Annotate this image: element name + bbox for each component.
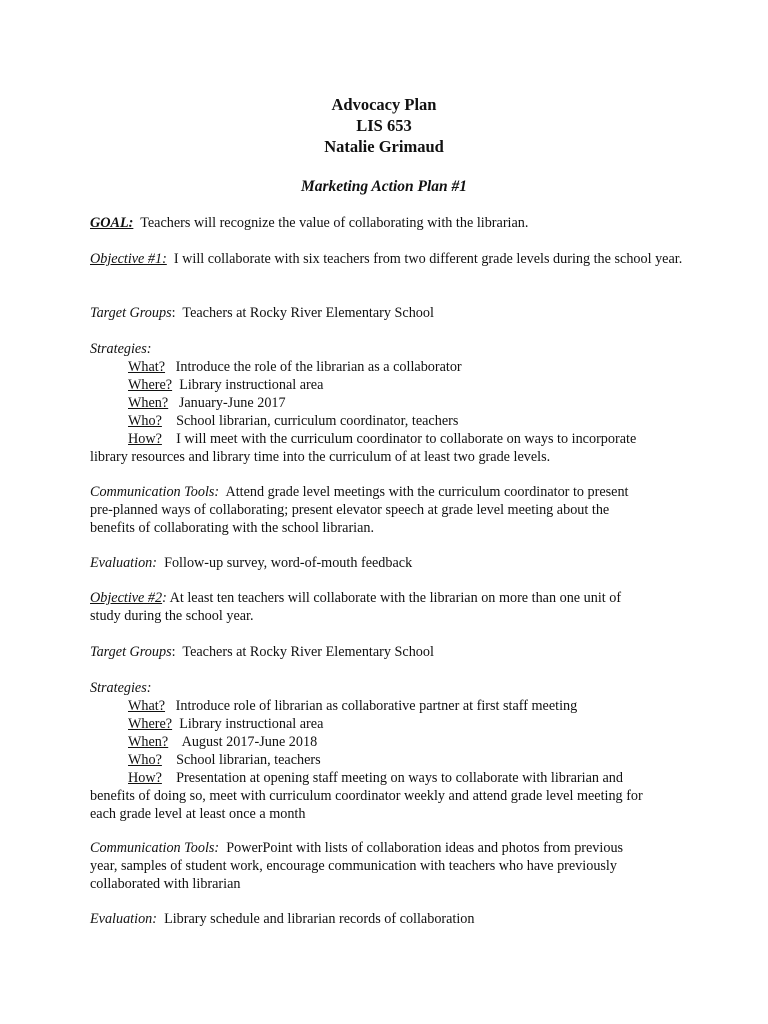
- communication-tools-line1: Attend grade level meetings with the curriculum coordinator to present: [225, 484, 629, 500]
- objective2-target-groups: Target Groups: Teachers at Rocky River Elementary School: [90, 644, 434, 660]
- strategy-what: [90, 358, 690, 376]
- strategy-who-text: School librarian, curriculum coordinator, teachers: [176, 413, 459, 429]
- strategies-label: Strategies:: [90, 680, 152, 696]
- strategy-when: [90, 733, 690, 751]
- goal-label: GOAL:: [90, 215, 134, 231]
- strategy-who-label: Who?: [128, 413, 162, 429]
- strategy-who-text: School librarian, teachers: [176, 752, 321, 768]
- author-name: Natalie Grimaud: [324, 137, 444, 156]
- evaluation-text: Follow-up survey, word-of-mouth feedback: [164, 555, 413, 571]
- strategy-when-text: August 2017-June 2018: [181, 734, 318, 750]
- strategy-when-label: When?: [128, 734, 169, 750]
- strategy-how-line2: benefits of doing so, meet with curriculum coordinator weekly and attend grade level meeting for: [90, 788, 643, 804]
- target-groups-label: Target Groups: [90, 644, 172, 660]
- objective2-section: Objective #2: At least ten teachers will collaborate with the librarian on more than one unit of study during the school year.: [90, 589, 690, 625]
- communication-tools-line1: PowerPoint with lists of collaboration ideas and photos from previous: [226, 840, 624, 856]
- objective1-label: Objective #1:: [90, 251, 167, 267]
- strategy-when-text: January-June 2017: [178, 395, 286, 411]
- target-groups-text: Teachers at Rocky River Elementary School: [182, 644, 434, 660]
- objective1-communication-tools: [90, 483, 690, 537]
- strategy-who-label: Who?: [128, 752, 162, 768]
- communication-tools-label: Communication Tools:: [90, 484, 220, 500]
- strategy-where-label: Where?: [128, 377, 173, 393]
- communication-tools-line2: pre-planned ways of collaborating; present elevator speech at grade level meeting about the: [90, 502, 610, 518]
- objective2-communication-tools: [90, 839, 690, 893]
- evaluation-label: Evaluation:: [90, 911, 157, 927]
- strategy-how-continuation: library resources and library time into the curriculum of at least two grade levels.: [90, 449, 551, 465]
- strategy-where-label: Where?: [128, 716, 173, 732]
- strategy-where-text: Library instructional area: [179, 716, 324, 732]
- evaluation-label: Evaluation:: [90, 555, 157, 571]
- strategy-how-label: How?: [128, 431, 162, 447]
- strategies-label: Strategies:: [90, 341, 152, 357]
- strategy-who: [90, 751, 690, 769]
- objective2-strategies: [90, 679, 690, 823]
- objective2-evaluation: [90, 910, 690, 928]
- plan-title: Marketing Action Plan #1: [300, 178, 468, 195]
- goal-section: [90, 214, 690, 232]
- target-groups-label: Target Groups: [90, 305, 172, 321]
- strategy-what-label: What?: [128, 359, 166, 375]
- objective2-text-line2: study during the school year.: [90, 608, 254, 624]
- strategy-how: [90, 430, 690, 448]
- communication-tools-line2: year, samples of student work, encourage communication with teachers who have previously: [90, 858, 617, 874]
- goal-text: Teachers will recognize the value of collaborating with the librarian.: [140, 215, 529, 231]
- communication-tools-label: Communication Tools:: [90, 840, 220, 856]
- strategy-what: [90, 697, 690, 715]
- strategy-where: [90, 376, 690, 394]
- objective1-evaluation: [90, 554, 690, 572]
- strategy-what-text: Introduce role of librarian as collaborative partner at first staff meeting: [175, 698, 578, 714]
- target-groups-text: Teachers at Rocky River Elementary School: [182, 305, 434, 321]
- course-code: LIS 653: [356, 116, 412, 135]
- strategy-how-text: Presentation at opening staff meeting on ways to collaborate with librarian and: [176, 770, 623, 786]
- objective1-text: I will collaborate with six teachers from two different grade levels during the school year.: [173, 251, 683, 267]
- strategy-what-text: Introduce the role of the librarian as a collaborator: [175, 359, 462, 375]
- communication-tools-line3: benefits of collaborating with the school librarian.: [90, 520, 375, 536]
- communication-tools-line3: collaborated with librarian: [90, 876, 241, 892]
- strategy-how-label: How?: [128, 770, 162, 786]
- strategy-when-label: When?: [128, 395, 169, 411]
- document-header: [0, 94, 768, 157]
- strategy-where-text: Library instructional area: [179, 377, 324, 393]
- strategy-what-label: What?: [128, 698, 166, 714]
- objective1-section: [90, 250, 690, 268]
- strategy-how: [90, 769, 690, 787]
- strategy-where: [90, 715, 690, 733]
- objective1-strategies: [90, 340, 690, 466]
- objective2-label: Objective #2: [90, 590, 163, 606]
- strategy-who: [90, 412, 690, 430]
- strategy-how-text: I will meet with the curriculum coordinator to collaborate on ways to incorporate: [176, 431, 637, 447]
- evaluation-text: Library schedule and librarian records of collaboration: [164, 911, 475, 927]
- strategy-when: [90, 394, 690, 412]
- strategy-how-line3: each grade level at least once a month: [90, 806, 306, 822]
- document-title: Advocacy Plan: [331, 95, 437, 114]
- objective1-target-groups: Target Groups: Teachers at Rocky River Elementary School: [90, 305, 434, 321]
- objective2-text: At least ten teachers will collaborate with the librarian on more than one unit of: [169, 590, 622, 606]
